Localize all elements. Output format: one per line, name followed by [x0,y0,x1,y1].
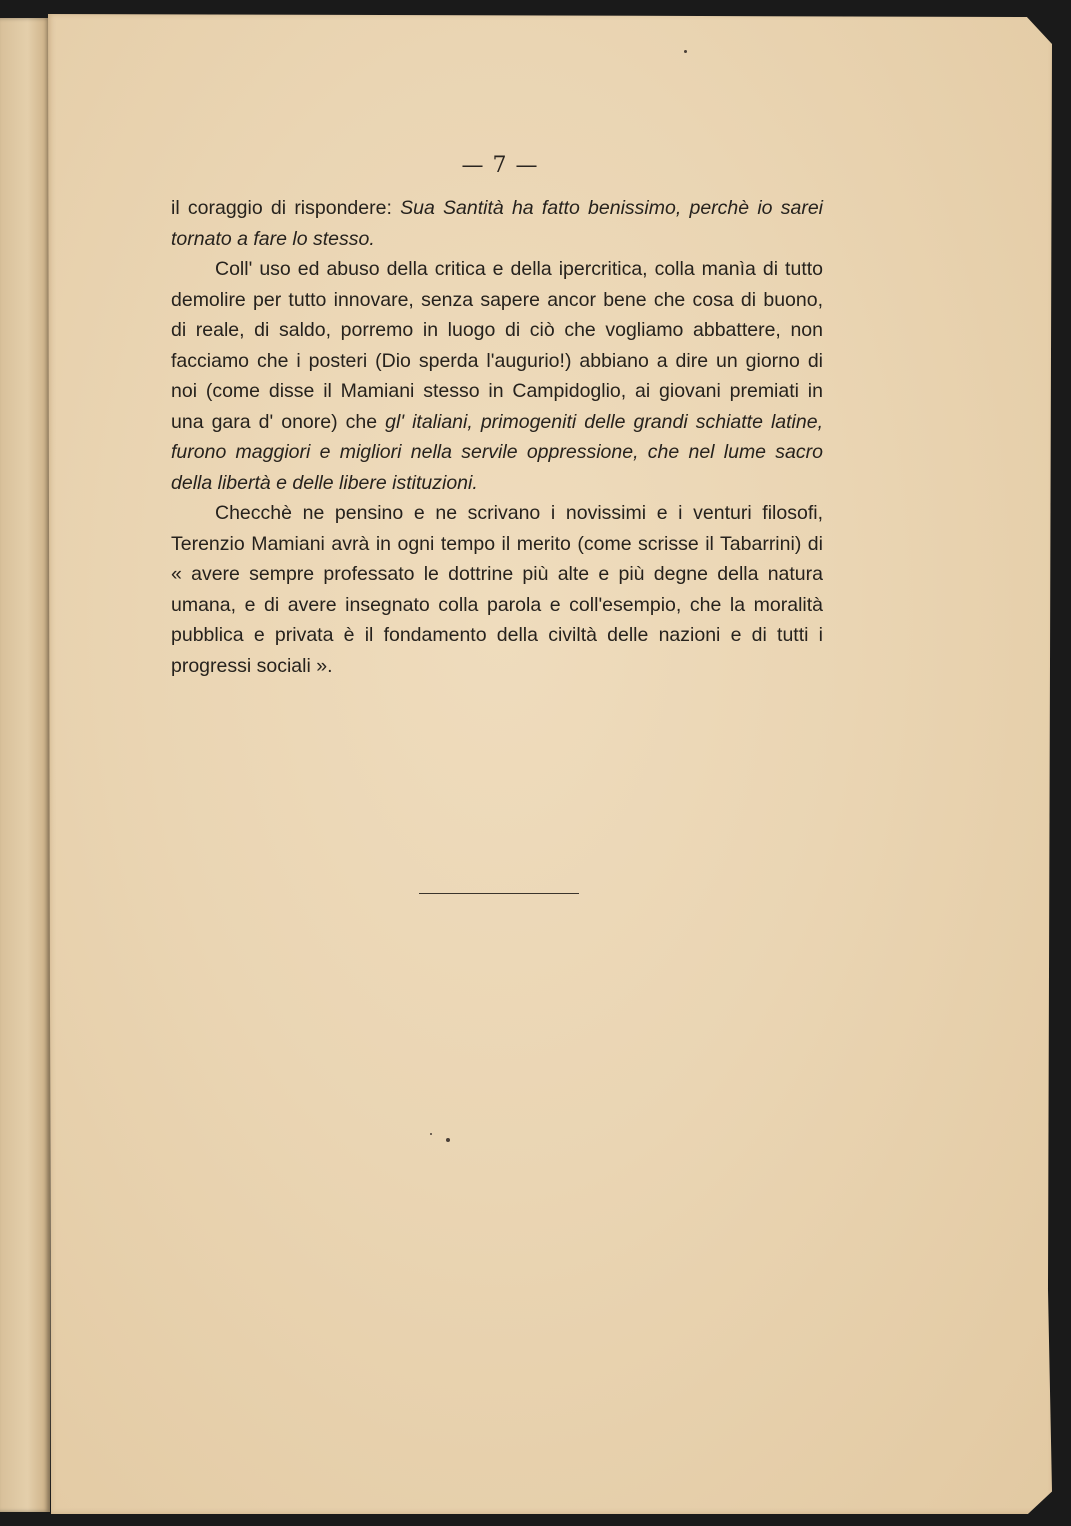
text-run: Coll' uso ed abuso della critica e della ipercritica, colla manìa di tutto demolire per tutto innovare, senza sapere ancor bene che cosa di buono, di reale, di saldo, porremo in luogo di ciò che vogliamo abbattere, non facciamo che i posteri (Dio sperda l'augurio!) abbiano a dire un giorno di noi (come disse il Mamiani stesso in Campidoglio, ai giovani premiati in una gara d' onore) che [171,258,823,433]
paper-speck [430,1133,432,1135]
paragraph [171,498,823,681]
paper-speck [446,1138,450,1142]
page-number: — 7 — [461,153,539,178]
italic-quote: gl' italiani, primogeniti delle grandi schiatte latine, furono maggiori e migliori nella servile oppressione, che nel lume sacro della libertà e delle libere istituzioni. [171,410,823,494]
paper-speck [684,50,687,53]
body-text [171,193,823,681]
italic-quote: Sua Santità ha fatto benissimo, perchè io sarei tornato a fare lo stesso. [171,197,823,250]
text-run: Checchè ne pensino e ne scrivano i novissimi e i venturi filosofi, Terenzio Mamiani avrà in ogni tempo il merito (come scrisse il Tabarrini) di « avere sempre professato le dottrine più alte e più degne della natura umana, e di avere insegnato colla parola e coll'esempio, che la moralità pubblica e privata è il fondamento della civiltà delle nazioni e di tutti i progressi sociali ». [171,502,823,677]
previous-page-edge [0,18,50,1512]
paragraph [171,254,823,498]
section-rule [419,893,579,894]
paragraph [171,193,823,254]
text-run: il coraggio di rispondere: [171,197,401,219]
